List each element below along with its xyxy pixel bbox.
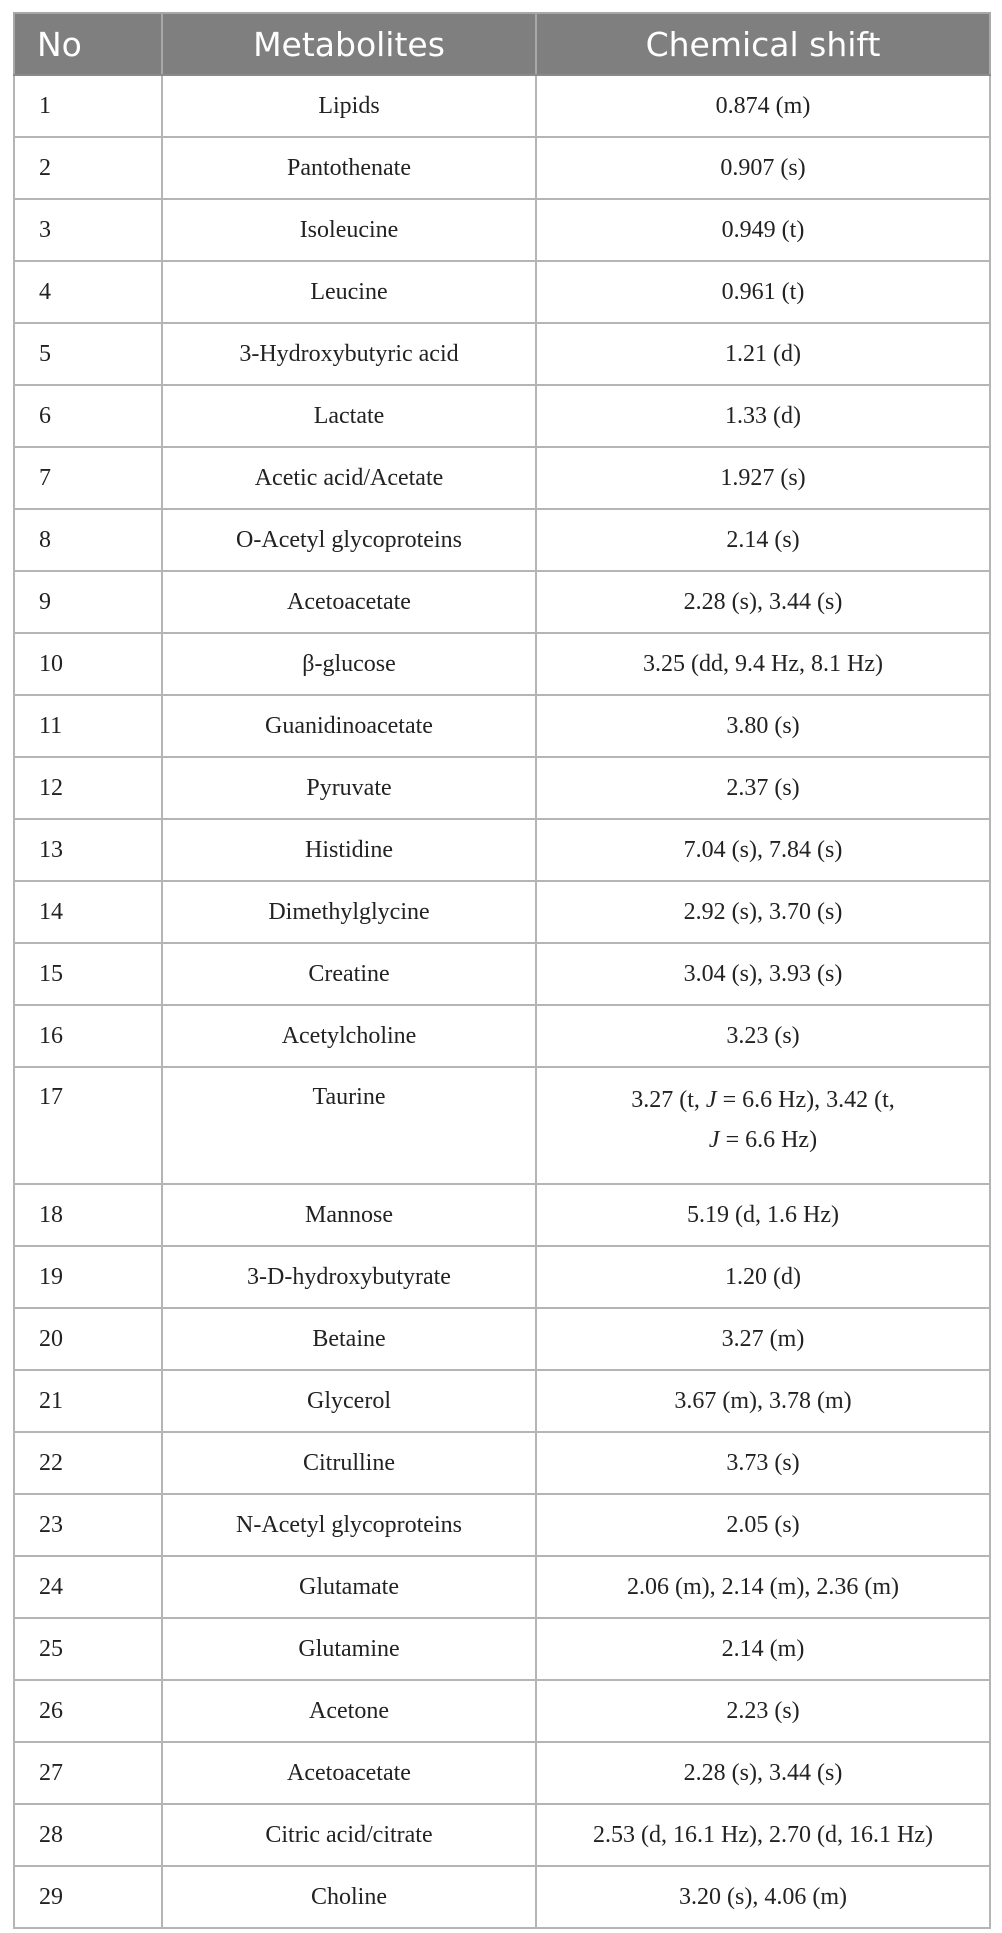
table-row: [14, 1618, 990, 1680]
chemical-shift: 1.927 (s): [536, 447, 990, 509]
chemical-shift: 3.27 (m): [536, 1308, 990, 1370]
row-number: 14: [14, 881, 162, 943]
chemical-shift: 5.19 (d, 1.6 Hz): [536, 1184, 990, 1246]
metabolites-table-container: [13, 12, 989, 1929]
metabolite-name: Lactate: [162, 385, 536, 447]
row-number: 24: [14, 1556, 162, 1618]
metabolite-name: Glycerol: [162, 1370, 536, 1432]
metabolite-name: Acetone: [162, 1680, 536, 1742]
row-number: 28: [14, 1804, 162, 1866]
shift-text: = 6.6 Hz): [719, 1127, 818, 1153]
row-number: 6: [14, 385, 162, 447]
table-row: [14, 509, 990, 571]
chemical-shift: 3.80 (s): [536, 695, 990, 757]
coupling-constant-symbol: J: [708, 1127, 720, 1153]
row-number: 2: [14, 137, 162, 199]
row-number: 22: [14, 1432, 162, 1494]
row-number: 17: [14, 1067, 162, 1184]
metabolite-name: O-Acetyl glycoproteins: [162, 509, 536, 571]
row-number: 26: [14, 1680, 162, 1742]
row-number: 27: [14, 1742, 162, 1804]
metabolite-name: 3-D-hydroxybutyrate: [162, 1246, 536, 1308]
table-row: [14, 1742, 990, 1804]
table-row: [14, 75, 990, 137]
chemical-shift: 2.53 (d, 16.1 Hz), 2.70 (d, 16.1 Hz): [536, 1804, 990, 1866]
row-number: 29: [14, 1866, 162, 1928]
table-row: [14, 447, 990, 509]
row-number: 4: [14, 261, 162, 323]
table-row: [14, 1866, 990, 1928]
chemical-shift: 3.25 (dd, 9.4 Hz, 8.1 Hz): [536, 633, 990, 695]
row-number: 10: [14, 633, 162, 695]
row-number: 21: [14, 1370, 162, 1432]
row-number: 13: [14, 819, 162, 881]
metabolite-name: Mannose: [162, 1184, 536, 1246]
chemical-shift: 2.14 (m): [536, 1618, 990, 1680]
table-row: [14, 881, 990, 943]
row-number: 9: [14, 571, 162, 633]
chemical-shift: 1.21 (d): [536, 323, 990, 385]
row-number: 16: [14, 1005, 162, 1067]
table-row: [14, 1308, 990, 1370]
metabolite-name: Lipids: [162, 75, 536, 137]
row-number: 11: [14, 695, 162, 757]
row-number: 8: [14, 509, 162, 571]
metabolite-name: Taurine: [162, 1067, 536, 1184]
metabolite-name: Isoleucine: [162, 199, 536, 261]
chemical-shift: 3.73 (s): [536, 1432, 990, 1494]
chemical-shift: 0.949 (t): [536, 199, 990, 261]
chemical-shift: [536, 1067, 990, 1184]
row-number: 12: [14, 757, 162, 819]
table-row: [14, 943, 990, 1005]
chemical-shift: 2.23 (s): [536, 1680, 990, 1742]
metabolite-name: 3-Hydroxybutyric acid: [162, 323, 536, 385]
chemical-shift: 2.14 (s): [536, 509, 990, 571]
metabolite-name: Histidine: [162, 819, 536, 881]
chemical-shift: 2.28 (s), 3.44 (s): [536, 571, 990, 633]
metabolites-table: [13, 12, 991, 1929]
metabolite-name: Betaine: [162, 1308, 536, 1370]
row-number: 18: [14, 1184, 162, 1246]
shift-text: = 6.6 Hz), 3.42 (t,: [716, 1087, 895, 1113]
table-row: [14, 757, 990, 819]
chemical-shift: 0.961 (t): [536, 261, 990, 323]
chemical-shift: 3.67 (m), 3.78 (m): [536, 1370, 990, 1432]
metabolite-name: Pyruvate: [162, 757, 536, 819]
metabolite-name: Pantothenate: [162, 137, 536, 199]
row-number: 20: [14, 1308, 162, 1370]
table-row: [14, 571, 990, 633]
header-chemical-shift: Chemical shift: [536, 13, 990, 75]
chemical-shift: 2.05 (s): [536, 1494, 990, 1556]
header-metabolites: Metabolites: [162, 13, 536, 75]
metabolite-name: Citrulline: [162, 1432, 536, 1494]
metabolite-name: N-Acetyl glycoproteins: [162, 1494, 536, 1556]
table-row: [14, 1370, 990, 1432]
table-row: [14, 1005, 990, 1067]
table-row: [14, 1067, 990, 1184]
row-number: 7: [14, 447, 162, 509]
metabolite-name: Citric acid/citrate: [162, 1804, 536, 1866]
metabolite-name: Leucine: [162, 261, 536, 323]
metabolite-name: Creatine: [162, 943, 536, 1005]
header-no: No: [14, 13, 162, 75]
metabolite-name: β-glucose: [162, 633, 536, 695]
row-number: 25: [14, 1618, 162, 1680]
row-number: 19: [14, 1246, 162, 1308]
table-header-row: [14, 13, 990, 75]
table-row: [14, 1556, 990, 1618]
row-number: 15: [14, 943, 162, 1005]
chemical-shift: 7.04 (s), 7.84 (s): [536, 819, 990, 881]
coupling-constant-symbol: J: [705, 1087, 717, 1113]
table-row: [14, 1680, 990, 1742]
chemical-shift: 3.23 (s): [536, 1005, 990, 1067]
metabolite-name: Dimethylglycine: [162, 881, 536, 943]
table-row: [14, 199, 990, 261]
row-number: 23: [14, 1494, 162, 1556]
chemical-shift: 3.04 (s), 3.93 (s): [536, 943, 990, 1005]
row-number: 1: [14, 75, 162, 137]
metabolite-name: Acetoacetate: [162, 1742, 536, 1804]
table-row: [14, 1494, 990, 1556]
metabolite-name: Guanidinoacetate: [162, 695, 536, 757]
table-row: [14, 1246, 990, 1308]
table-row: [14, 633, 990, 695]
chemical-shift: 1.20 (d): [536, 1246, 990, 1308]
row-number: 3: [14, 199, 162, 261]
metabolite-name: Acetoacetate: [162, 571, 536, 633]
table-row: [14, 137, 990, 199]
table-row: [14, 323, 990, 385]
metabolite-name: Glutamine: [162, 1618, 536, 1680]
metabolite-name: Acetylcholine: [162, 1005, 536, 1067]
chemical-shift: 2.92 (s), 3.70 (s): [536, 881, 990, 943]
chemical-shift: 0.907 (s): [536, 137, 990, 199]
chemical-shift: 2.06 (m), 2.14 (m), 2.36 (m): [536, 1556, 990, 1618]
table-row: [14, 261, 990, 323]
chemical-shift: 2.37 (s): [536, 757, 990, 819]
metabolite-name: Choline: [162, 1866, 536, 1928]
table-row: [14, 1184, 990, 1246]
chemical-shift: 0.874 (m): [536, 75, 990, 137]
chemical-shift: 1.33 (d): [536, 385, 990, 447]
metabolite-name: Glutamate: [162, 1556, 536, 1618]
table-row: [14, 695, 990, 757]
metabolite-name: Acetic acid/Acetate: [162, 447, 536, 509]
table-row: [14, 1804, 990, 1866]
chemical-shift: 2.28 (s), 3.44 (s): [536, 1742, 990, 1804]
table-row: [14, 385, 990, 447]
table-row: [14, 1432, 990, 1494]
shift-text: 3.27 (t,: [631, 1087, 706, 1113]
row-number: 5: [14, 323, 162, 385]
chemical-shift: 3.20 (s), 4.06 (m): [536, 1866, 990, 1928]
table-row: [14, 819, 990, 881]
